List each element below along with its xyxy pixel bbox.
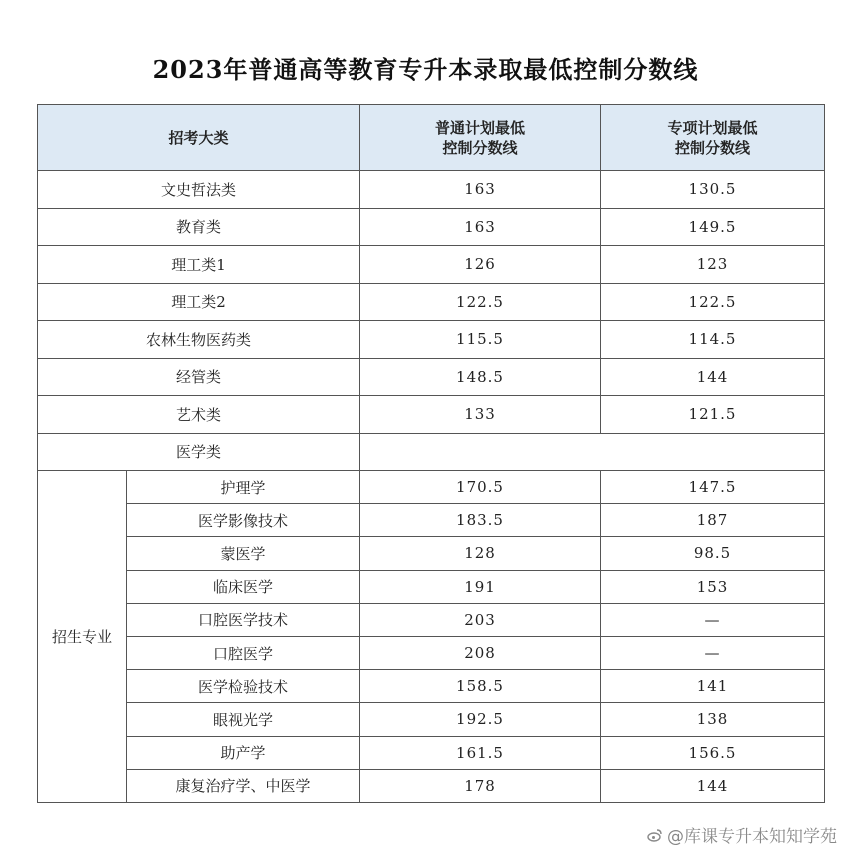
watermark-text: @库课专升本知知学苑: [667, 827, 837, 847]
regular-score: 122.5: [360, 283, 601, 321]
category-name: 艺术类: [38, 396, 360, 434]
regular-score: 158.5: [360, 670, 601, 703]
regular-score: 128: [360, 537, 601, 570]
major-name: 护理学: [127, 471, 360, 504]
regular-score: 192.5: [360, 703, 601, 736]
group-label: 招生专业: [38, 471, 127, 803]
special-score: 153: [601, 570, 825, 603]
special-score: 121.5: [601, 396, 825, 434]
regular-score: 203: [360, 603, 601, 636]
special-score: 141: [601, 670, 825, 703]
special-score: 144: [601, 358, 825, 396]
major-name: 蒙医学: [127, 537, 360, 570]
regular-score: 183.5: [360, 504, 601, 537]
score-table: [37, 104, 825, 803]
table-row: [38, 769, 825, 802]
table-row: [38, 171, 825, 209]
special-score: 147.5: [601, 471, 825, 504]
special-score: 144: [601, 769, 825, 802]
special-score: 114.5: [601, 321, 825, 359]
category-name: 经管类: [38, 358, 360, 396]
regular-score: 126: [360, 246, 601, 284]
major-name: 康复治疗学、中医学: [127, 769, 360, 802]
regular-score: 133: [360, 396, 601, 434]
table-row: [38, 670, 825, 703]
table-row: [38, 603, 825, 636]
table-row: [38, 321, 825, 359]
category-name: 医学类: [38, 433, 360, 471]
table-row: [38, 570, 825, 603]
table-row: [38, 703, 825, 736]
special-score: 122.5: [601, 283, 825, 321]
empty-cell: [360, 433, 825, 471]
header-regular: 普通计划最低 控制分数线: [360, 105, 601, 171]
category-name: 农林生物医药类: [38, 321, 360, 359]
regular-score: 191: [360, 570, 601, 603]
special-score: 156.5: [601, 736, 825, 769]
watermark: [647, 822, 837, 847]
special-score: 130.5: [601, 171, 825, 209]
special-score: —: [601, 636, 825, 669]
table-row: [38, 246, 825, 284]
category-name: 理工类2: [38, 283, 360, 321]
major-name: 口腔医学: [127, 636, 360, 669]
weibo-icon: [647, 827, 663, 843]
table-row: [38, 208, 825, 246]
table-row: [38, 636, 825, 669]
special-score: 98.5: [601, 537, 825, 570]
table-row: [38, 471, 825, 504]
header-category: 招考大类: [38, 105, 360, 171]
regular-score: 148.5: [360, 358, 601, 396]
regular-score: 163: [360, 208, 601, 246]
regular-score: 178: [360, 769, 601, 802]
major-name: 眼视光学: [127, 703, 360, 736]
special-score: 187: [601, 504, 825, 537]
regular-score: 161.5: [360, 736, 601, 769]
category-name: 文史哲法类: [38, 171, 360, 209]
table-row: [38, 537, 825, 570]
major-name: 助产学: [127, 736, 360, 769]
table-row: [38, 283, 825, 321]
page-title: 2023年普通高等教育专升本录取最低控制分数线: [152, 55, 699, 84]
table-row: [38, 504, 825, 537]
table-row: [38, 358, 825, 396]
table-row-medical-heading: [38, 433, 825, 471]
regular-score: 115.5: [360, 321, 601, 359]
special-score: 138: [601, 703, 825, 736]
major-name: 医学影像技术: [127, 504, 360, 537]
header-row: [38, 105, 825, 171]
special-score: —: [601, 603, 825, 636]
major-name: 口腔医学技术: [127, 603, 360, 636]
table-row: [38, 736, 825, 769]
header-special: 专项计划最低 控制分数线: [601, 105, 825, 171]
special-score: 149.5: [601, 208, 825, 246]
table-row: [38, 396, 825, 434]
major-name: 临床医学: [127, 570, 360, 603]
major-name: 医学检验技术: [127, 670, 360, 703]
regular-score: 208: [360, 636, 601, 669]
special-score: 123: [601, 246, 825, 284]
category-name: 理工类1: [38, 246, 360, 284]
regular-score: 163: [360, 171, 601, 209]
regular-score: 170.5: [360, 471, 601, 504]
category-name: 教育类: [38, 208, 360, 246]
